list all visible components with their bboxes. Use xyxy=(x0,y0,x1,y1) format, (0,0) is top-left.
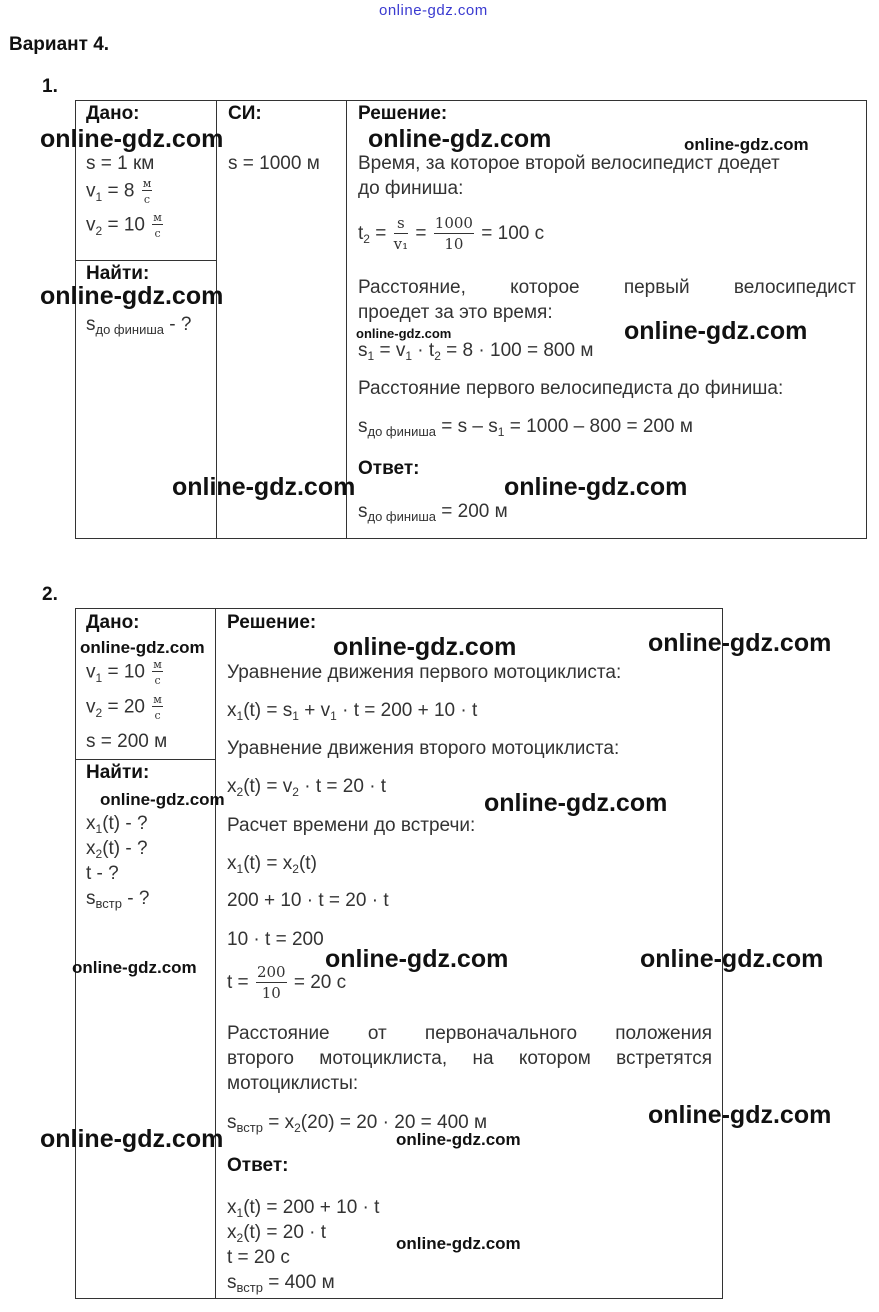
watermark: online-gdz.com xyxy=(172,473,356,501)
site-header: online-gdz.com xyxy=(379,2,488,19)
p2-text-4b: второго мотоциклиста, на котором встретятся xyxy=(227,1048,712,1069)
p2-answer-x2: $x_2(t) = 20 \cdot t$ xyxy=(227,1222,327,1245)
watermark: online-gdz.com xyxy=(504,473,688,501)
problem-1-given-divider xyxy=(75,260,216,261)
p2-answer-t: t = 20 с xyxy=(227,1247,290,1268)
p2-text-4c: мотоциклисты: xyxy=(227,1073,359,1094)
p2-given-v1: $v_1 = 10$ $\frac{м}{с}$ xyxy=(86,658,162,687)
p1-solution-heading: Решение: xyxy=(358,103,448,124)
p1-eq-1: $t_2$ = $\frac{s}{\text{v₁}}$ = $\frac{1000}{10}$ = 100 с xyxy=(358,214,545,253)
p1-answer: $s_{до финиша} = 200$ м xyxy=(358,501,508,524)
watermark: online-gdz.com xyxy=(80,638,205,657)
p2-text-1: Уравнение движения первого мотоциклиста: xyxy=(227,662,622,683)
p2-answer-heading: Ответ: xyxy=(227,1155,289,1176)
p1-text-1b: до финиша: xyxy=(358,178,464,199)
watermark: online-gdz.com xyxy=(100,790,225,809)
p2-solution-heading: Решение: xyxy=(227,612,317,633)
p1-eq-2: $s_1 = v_1 \cdot t_2 = 8 \cdot 100 = 800$ м xyxy=(358,340,594,363)
watermark: online-gdz.com xyxy=(356,326,452,341)
watermark: online-gdz.com xyxy=(72,958,197,977)
variant-title: Вариант 4. xyxy=(9,34,110,55)
p1-si-heading: СИ: xyxy=(228,103,262,124)
p2-text-2: Уравнение движения второго мотоциклиста: xyxy=(227,738,620,759)
p1-eq-3: $s_{до финиша} = s - s_1 = 1000 - 800 = 200$ м xyxy=(358,416,693,439)
p1-text-1: Время, за которое второй велосипедист доедет xyxy=(358,153,780,174)
p2-eq-3: $x_1(t) = x_2(t)$ xyxy=(227,853,317,876)
watermark: online-gdz.com xyxy=(640,945,824,973)
p1-si-value: s = 1000 м xyxy=(228,153,320,174)
watermark: online-gdz.com xyxy=(325,945,509,973)
p2-given-s: s = 200 м xyxy=(86,731,168,752)
p1-given-v2: $v_2 = 10$ $\frac{м}{с}$ xyxy=(86,211,162,240)
watermark: online-gdz.com xyxy=(648,1101,832,1129)
watermark: online-gdz.com xyxy=(396,1130,521,1149)
p2-eq-2: $x_2(t) = v_2 \cdot t = 20 \cdot t$ xyxy=(227,776,387,799)
problem-2-given-divider xyxy=(75,759,215,760)
problem-1-number: 1. xyxy=(42,76,58,97)
p2-given-heading: Дано: xyxy=(86,612,140,633)
p1-text-2b: проедет за это время: xyxy=(358,302,553,323)
watermark: online-gdz.com xyxy=(40,1125,224,1153)
p2-find-s: $s_{встр}$ - ? xyxy=(86,888,150,911)
p2-eq-5: 10 · t = 200 xyxy=(227,929,324,950)
p1-answer-heading: Ответ: xyxy=(358,458,420,479)
problem-2-number: 2. xyxy=(42,584,58,605)
p1-text-3: Расстояние первого велосипедиста до финиша: xyxy=(358,378,784,399)
p2-eq-7: $s_{встр} = x_2(20) = 20 \cdot 20 = 400$ м xyxy=(227,1112,488,1135)
p1-given-heading: Дано: xyxy=(86,103,140,124)
p2-find-t: t - ? xyxy=(86,863,119,884)
p1-given-v1: $v_1 = 8$ $\frac{м}{с}$ xyxy=(86,177,152,206)
p2-eq-6: t = $\frac{200}{10}$ = 20 с xyxy=(227,963,347,1002)
p2-given-v2: $v_2 = 20$ $\frac{м}{с}$ xyxy=(86,693,162,722)
p2-eq-4: 200 + 10 · t = 20 · t xyxy=(227,890,389,911)
watermark: online-gdz.com xyxy=(624,317,808,345)
watermark: online-gdz.com xyxy=(484,789,668,817)
p1-text-2: Расстояние, которое первый велосипедист xyxy=(358,277,856,298)
watermark: online-gdz.com xyxy=(40,125,224,153)
watermark: online-gdz.com xyxy=(684,135,809,154)
problem-2-divider xyxy=(215,608,216,1299)
watermark: online-gdz.com xyxy=(333,633,517,661)
watermark: online-gdz.com xyxy=(396,1234,521,1253)
p2-answer-s: $s_{встр} = 400$ м xyxy=(227,1272,335,1295)
p1-find-heading: Найти: xyxy=(86,263,150,284)
watermark: online-gdz.com xyxy=(40,282,224,310)
p2-eq-1: $x_1(t) = s_1 + v_1 \cdot t = 200 + 10 \cdot t$ xyxy=(227,700,478,723)
p2-find-x2: $x_2(t)$ - ? xyxy=(86,838,148,861)
p2-find-x1: $x_1(t)$ - ? xyxy=(86,813,148,836)
p2-text-4: Расстояние от первоначального положения xyxy=(227,1023,712,1044)
watermark: online-gdz.com xyxy=(368,125,552,153)
p2-answer-x1: $x_1(t) = 200 + 10 \cdot t$ xyxy=(227,1197,380,1220)
watermark: online-gdz.com xyxy=(648,629,832,657)
p1-find-item: $s_{до финиша}$ - ? xyxy=(86,314,192,337)
p2-text-3: Расчет времени до встречи: xyxy=(227,815,476,836)
p1-given-s: s = 1 км xyxy=(86,153,155,174)
p2-find-heading: Найти: xyxy=(86,762,150,783)
